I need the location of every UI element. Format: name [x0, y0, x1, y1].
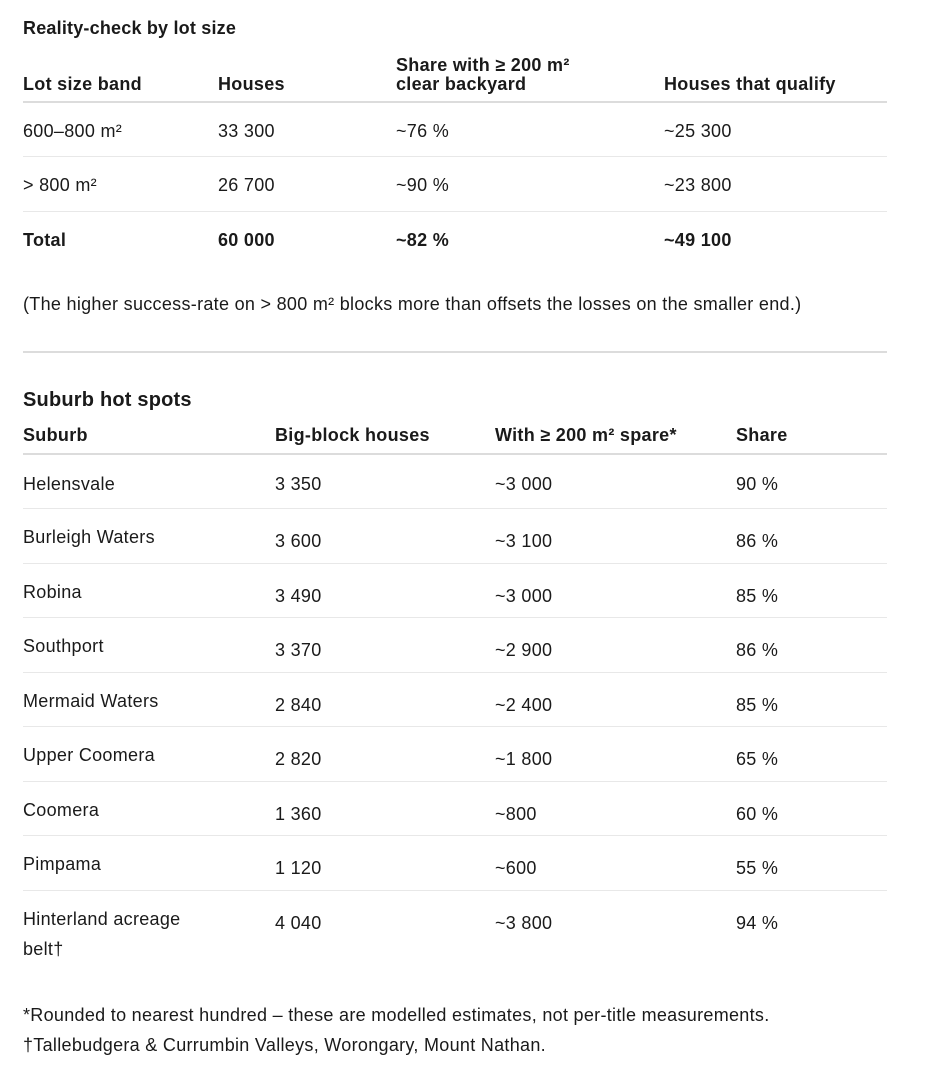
suburb-houses: 4 040 — [275, 912, 322, 933]
lot-houses: 26 700 — [218, 175, 275, 195]
suburb-houses: 3 350 — [275, 474, 322, 494]
suburb-spare: ~1 800 — [495, 749, 553, 769]
section-divider — [23, 351, 887, 353]
lot-share: ~76 % — [396, 121, 450, 141]
lot-size-note: (The higher success-rate on > 800 m² blocks more than offsets the losses on the smaller end.) — [23, 294, 802, 314]
suburb-table — [23, 420, 887, 964]
table-row — [23, 727, 887, 782]
suburb-houses: 2 820 — [275, 749, 322, 769]
suburb-name: Robina — [23, 581, 82, 602]
table-row — [23, 781, 887, 836]
suburb-spare: ~2 900 — [495, 640, 553, 660]
suburb-share: 55 % — [736, 858, 779, 878]
suburb-spare: ~3 100 — [495, 531, 553, 551]
suburb-name: Mermaid Waters — [23, 690, 159, 711]
suburb-share: 60 % — [736, 803, 779, 824]
lot-band: > 800 m² — [23, 175, 97, 195]
table-row — [23, 672, 887, 727]
suburb-share: 65 % — [736, 749, 779, 769]
total-row — [23, 211, 887, 266]
table-row — [23, 102, 887, 157]
suburb-header-row — [23, 420, 887, 454]
lot-size-header-row — [23, 54, 887, 102]
suburb-share: 94 % — [736, 912, 779, 933]
suburb-houses: 3 490 — [275, 585, 322, 606]
total-label: Total — [23, 229, 67, 250]
table-row — [23, 836, 887, 891]
header-houses-qualify: Houses that qualify — [664, 74, 836, 94]
total-share: ~82 % — [396, 229, 450, 250]
total-houses: 60 000 — [218, 229, 275, 250]
total-qualify: ~49 100 — [664, 229, 732, 250]
suburb-houses: 3 370 — [275, 640, 322, 660]
suburb-spare: ~600 — [495, 858, 537, 878]
suburb-hot-spots-title: Suburb hot spots — [23, 389, 192, 411]
suburb-name: Upper Coomera — [23, 745, 155, 765]
footnote-rounded: *Rounded to nearest hundred – these are modelled estimates, not per-title measurements. — [23, 1005, 770, 1025]
lot-band: 600–800 m² — [23, 121, 123, 141]
suburb-spare: ~3 000 — [495, 585, 553, 606]
header-with-spare: With ≥ 200 m² spare* — [495, 425, 677, 445]
footnotes — [23, 1000, 770, 1060]
footnote-hinterland: †Tallebudgera & Currumbin Valleys, Worongary, Mount Nathan. — [23, 1035, 546, 1055]
table-row — [23, 509, 887, 564]
table-row — [23, 563, 887, 618]
header-share-line2: clear backyard — [396, 74, 527, 94]
suburb-name: Helensvale — [23, 474, 116, 494]
header-houses: Houses — [218, 74, 285, 94]
suburb-name: Coomera — [23, 799, 100, 820]
suburb-name: Southport — [23, 636, 104, 656]
header-big-block-houses: Big-block houses — [275, 425, 430, 445]
suburb-spare: ~800 — [495, 803, 537, 824]
suburb-share: 85 % — [736, 585, 779, 606]
suburb-name: Pimpama — [23, 854, 102, 874]
suburb-share: 90 % — [736, 474, 779, 494]
suburb-houses: 2 840 — [275, 694, 322, 715]
lot-share: ~90 % — [396, 175, 450, 195]
suburb-share: 86 % — [736, 640, 779, 660]
header-suburb: Suburb — [23, 425, 88, 445]
table-row — [23, 157, 887, 212]
table-row — [23, 454, 887, 509]
lot-size-title: Reality-check by lot size — [23, 18, 237, 38]
table-row — [23, 618, 887, 673]
header-share-backyard — [396, 54, 664, 102]
header-share: Share — [736, 425, 788, 445]
suburb-name: Hinterland acreage belt† — [23, 908, 181, 959]
table-row — [23, 890, 887, 964]
suburb-houses: 3 600 — [275, 531, 322, 551]
lot-houses: 33 300 — [218, 121, 275, 141]
header-lot-size-band: Lot size band — [23, 74, 142, 94]
suburb-houses: 1 360 — [275, 803, 322, 824]
header-share-line1: Share with ≥ 200 m² — [396, 55, 570, 75]
suburb-spare: ~3 000 — [495, 474, 553, 494]
suburb-houses: 1 120 — [275, 858, 322, 878]
suburb-share: 85 % — [736, 694, 779, 715]
lot-qualify: ~25 300 — [664, 121, 732, 141]
suburb-name: Burleigh Waters — [23, 527, 155, 547]
suburb-spare: ~3 800 — [495, 912, 553, 933]
suburb-spare: ~2 400 — [495, 694, 553, 715]
lot-size-table — [23, 54, 887, 266]
lot-qualify: ~23 800 — [664, 175, 732, 195]
suburb-share: 86 % — [736, 531, 779, 551]
